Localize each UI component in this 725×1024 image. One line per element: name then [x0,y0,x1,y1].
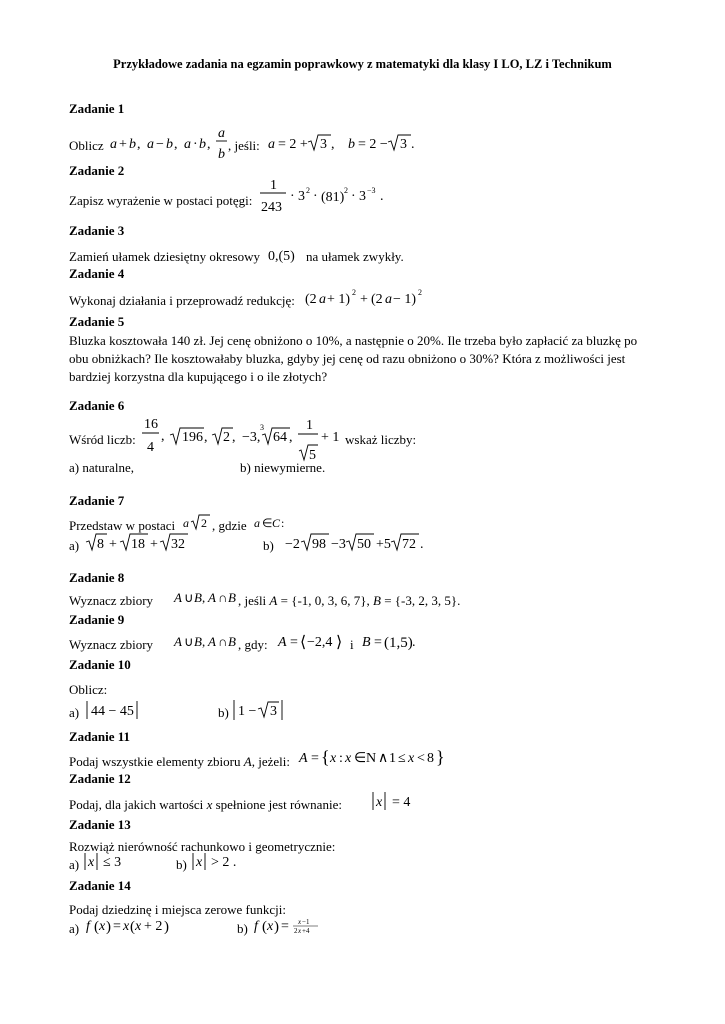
task-6-option-b: b) niewymierne. [240,460,326,475]
svg-text:− 1): − 1) [393,292,417,307]
svg-text:2: 2 [294,927,298,935]
task-12-formula [370,788,430,814]
svg-text:1: 1 [270,178,277,193]
svg-text:,: , [232,430,236,445]
svg-text:x: x [376,795,383,810]
task-14-option-b-label: b) [237,921,248,936]
task-8-set-a: = {-1, 0, 3, 6, 7}, [280,593,370,608]
task-10-option-a-label: a) [69,705,80,720]
svg-text:B: B [362,635,371,650]
task-11-if: , jeżeli: [251,754,290,769]
svg-text:⟩: ⟩ [336,634,343,651]
svg-text:∈: ∈ [354,751,367,766]
task-10-option-a [84,697,144,723]
svg-text:x: x [345,751,352,766]
task-13-heading: Zadanie 13 [69,817,131,832]
svg-text:∧: ∧ [378,751,389,766]
svg-text:∈: ∈ [262,516,273,530]
task-6-text: Wśród liczb: [69,432,136,447]
svg-text:64: 64 [273,430,287,445]
task-6-option-a: a) naturalne, [69,460,134,475]
svg-text:a: a [218,126,225,141]
svg-text:(2: (2 [371,292,383,307]
svg-text:+5: +5 [376,537,391,552]
svg-text:N: N [366,751,377,766]
task-10-option-b [231,697,291,723]
task-12-text [69,797,342,813]
task-10-option-b-label: b) [218,705,229,720]
task-8-set-b: = {-3, 2, 3, 5}. [384,593,461,608]
svg-text:3: 3 [400,137,407,152]
svg-text:2: 2 [344,186,348,195]
task-4-text: Wykonaj działania i przeprowadź redukcję: [69,293,295,308]
svg-text:.: . [420,537,424,552]
task-14-text: Podaj dziedzinę i miejsca zerowe funkcji: [69,902,286,917]
task-11-text [69,754,290,770]
svg-text:−1: −1 [302,918,310,926]
svg-text:A: A [208,590,216,605]
task-14-option-b [252,912,332,938]
svg-text:x: x [298,927,302,935]
svg-text:b: b [199,137,206,152]
svg-text:=: = [290,635,298,650]
task-3-text-end: na ułamek zwykły. [306,249,404,264]
task-14-option-a-label: a) [69,921,80,936]
task-13-text: Rozwiąż nierówność rachunkowo i geometrycznie: [69,839,336,854]
task-5-line-2: obu obniżkach? Ile kosztowałaby bluzka, gdyby jej cenę od razu obniżono o 30%? Która z możliwości jest [69,351,626,366]
svg-text:1: 1 [389,751,396,766]
svg-text:(2: (2 [305,292,317,307]
task-3-number [266,243,306,267]
svg-text:5: 5 [309,448,316,463]
svg-text:,: , [137,137,141,152]
svg-text:≤ 3: ≤ 3 [103,855,122,870]
svg-text:+: + [109,537,117,552]
svg-text:+ 2: + 2 [144,919,163,934]
svg-text:B: B [228,590,236,605]
svg-text:·: · [313,189,318,204]
svg-text:196: 196 [182,430,203,445]
svg-text:C: C [272,516,281,530]
svg-text:A: A [174,590,182,605]
svg-text:a: a [319,292,326,307]
task-8-if: , jeśli [238,593,267,608]
svg-text:{: { [321,747,330,767]
svg-text:+ 1): + 1) [327,292,351,307]
svg-text:x: x [408,751,415,766]
svg-text:2: 2 [223,430,230,445]
svg-text:∩: ∩ [218,634,228,649]
task-9-heading: Zadanie 9 [69,612,125,627]
svg-text:= 4: = 4 [392,795,411,810]
task-8-heading: Zadanie 8 [69,570,125,585]
svg-text:·: · [351,189,356,204]
svg-text:3: 3 [320,137,327,152]
task-8-set-a-symbol: A [269,593,278,608]
task-4-heading: Zadanie 4 [69,266,125,281]
task-6-numbers [142,414,342,464]
task-7-where: , gdzie [212,518,247,533]
svg-text:,: , [207,137,211,152]
task-1-heading: Zadanie 1 [69,101,125,116]
task-10-text: Oblicz: [69,682,108,697]
svg-text:+: + [150,537,158,552]
task-3-heading: Zadanie 3 [69,223,125,238]
svg-text:,: , [289,430,293,445]
svg-text:x: x [135,919,142,934]
svg-text:⟨: ⟨ [300,634,307,651]
svg-text:b: b [218,147,225,162]
svg-text:−3: −3 [331,537,346,552]
svg-text:8: 8 [427,751,434,766]
page-title: Przykładowe zadania na egzamin poprawkowy z matematyki dla klasy I LO, LZ i Technikum [113,57,612,71]
task-5-line-3: bardziej korzystna dla kupującego i o ile złotych? [69,369,328,384]
svg-text:a: a [385,292,392,307]
svg-text:A: A [278,635,287,650]
task-9-set-a [276,628,356,654]
task-6-text-end: wskaż liczby: [345,432,417,447]
svg-text:−3,: −3, [242,430,261,445]
svg-text:b: b [348,137,355,152]
svg-text:−2: −2 [285,537,300,552]
svg-text:50: 50 [357,537,371,552]
svg-text:2: 2 [352,288,356,297]
task-12-variable: x [206,797,213,812]
svg-text:32: 32 [171,537,185,552]
svg-text:+ 1: + 1 [321,430,340,445]
svg-text:,: , [331,137,335,152]
task-5-heading: Zadanie 5 [69,314,125,329]
task-7-heading: Zadanie 7 [69,493,125,508]
svg-text:.: . [411,137,415,152]
task-2-heading: Zadanie 2 [69,163,125,178]
svg-text:16: 16 [144,417,158,432]
task-1-values [268,124,428,164]
svg-text:∪: ∪ [184,590,194,605]
svg-text:x: x [267,919,274,934]
svg-text:3: 3 [359,189,366,204]
svg-text:−2,4: −2,4 [307,635,333,650]
svg-text:a: a [147,137,154,152]
svg-text:.: . [412,635,416,650]
svg-text:x: x [330,751,337,766]
svg-text:=: = [281,919,289,934]
svg-text:): ) [106,919,111,935]
svg-text:44 − 45: 44 − 45 [91,704,134,719]
svg-text:x: x [88,855,95,870]
svg-text:A: A [174,634,182,649]
svg-text:0,(5): 0,(5) [268,249,295,264]
svg-text:1: 1 [306,418,313,433]
svg-text:(: ( [94,919,99,935]
svg-text:,: , [202,590,206,605]
svg-text:≤: ≤ [398,751,406,766]
svg-text:B: B [228,634,236,649]
svg-text:+4: +4 [302,927,310,935]
svg-text:A: A [208,634,216,649]
svg-text:,: , [174,137,178,152]
task-7-option-a-label: a) [69,538,80,553]
svg-text:,: , [202,634,206,649]
svg-text:3: 3 [270,704,277,719]
task-13-option-b [190,850,245,874]
task-8-condition [238,593,460,609]
task-1-label: Oblicz [69,138,104,153]
svg-text:3: 3 [260,423,264,432]
task-11-formula [297,743,467,771]
svg-text:=: = [113,919,121,934]
task-8-text: Wyznacz zbiory [69,593,154,608]
svg-text:=: = [374,635,382,650]
svg-text:(: ( [262,919,267,935]
svg-text:·: · [290,189,295,204]
task-11-heading: Zadanie 11 [69,729,131,744]
svg-text:a: a [110,137,117,152]
task-4-formula [305,284,435,310]
task-7-option-b-label: b) [263,538,274,553]
task-13-option-a-label: a) [69,857,80,872]
svg-text:B: B [194,634,202,649]
svg-text:): ) [164,919,169,935]
svg-text:= 2 −: = 2 − [358,137,388,152]
task-1-condition: , jeśli: [228,138,260,153]
task-9-set-b [360,628,430,654]
svg-text:∪: ∪ [184,634,194,649]
svg-text:72: 72 [402,537,416,552]
task-9-when: , gdy: [238,637,268,652]
svg-text::: : [339,751,343,766]
svg-text:f: f [254,919,258,934]
svg-text:A: A [299,751,308,766]
svg-text:∩: ∩ [218,590,228,605]
task-13-option-a [82,850,132,874]
svg-text:−3: −3 [367,186,376,195]
svg-text:a: a [268,137,275,152]
task-12-label: Podaj, dla jakich wartości [69,797,204,812]
svg-text:4: 4 [147,440,154,455]
svg-text:(81): (81) [321,190,345,205]
task-13-option-b-label: b) [176,857,187,872]
task-14-option-a [84,912,184,938]
task-7-option-a [84,531,194,555]
svg-text:8: 8 [97,537,104,552]
svg-text:1 −: 1 − [238,704,257,719]
task-8-set-b-symbol: B [373,593,381,608]
svg-text:2: 2 [418,288,422,297]
svg-text:243: 243 [261,200,282,215]
svg-text::: : [281,516,285,530]
svg-text:+: + [119,137,127,152]
task-1-text [69,138,104,154]
svg-text:+: + [360,292,368,307]
svg-text:x: x [298,918,302,926]
task-9-text: Wyznacz zbiory [69,637,154,652]
svg-text:.: . [380,189,384,204]
svg-text:(1,5): (1,5) [384,635,413,651]
svg-text:b: b [166,137,173,152]
task-3-text: Zamień ułamek dziesiętny okresowy [69,249,260,264]
svg-text:x: x [196,855,203,870]
svg-text:= 2 +: = 2 + [278,137,308,152]
task-5-line-1: Bluzka kosztowała 140 zł. Jej cenę obniżono o 10%, a następnie o 20%. Ile trzeba było zapłacić za bluzkę po [69,333,638,348]
svg-text:2: 2 [201,516,207,530]
svg-text:a: a [184,137,191,152]
task-2-formula [258,176,398,216]
svg-text:·: · [193,137,198,152]
svg-text:<: < [417,751,425,766]
svg-text:f: f [86,919,90,934]
svg-text:(: ( [130,919,135,935]
task-10-heading: Zadanie 10 [69,657,131,672]
svg-text:a: a [254,516,260,530]
task-6-heading: Zadanie 6 [69,398,125,413]
svg-text:98: 98 [312,537,326,552]
svg-text:): ) [274,919,279,935]
svg-text:=: = [311,751,319,766]
svg-text:b: b [129,137,136,152]
task-9-and: i [350,637,354,652]
svg-text:3: 3 [298,189,305,204]
svg-text:−: − [156,137,164,152]
svg-text:x: x [123,919,130,934]
svg-text:18: 18 [131,537,145,552]
svg-text:a: a [183,516,189,530]
task-2-text: Zapisz wyrażenie w postaci potęgi: [69,193,253,208]
task-11-set-symbol: A [243,754,252,769]
task-5-text [69,332,659,386]
svg-text:,: , [161,429,165,444]
task-12-heading: Zadanie 12 [69,771,131,786]
task-7-text: Przedstaw w postaci [69,518,176,533]
svg-text:2: 2 [306,186,310,195]
task-7-option-b [283,531,433,555]
svg-text:> 2 .: > 2 . [211,855,237,870]
svg-text:B: B [194,590,202,605]
task-14-heading: Zadanie 14 [69,878,131,893]
svg-text:,: , [204,430,208,445]
svg-text:}: } [436,747,445,767]
task-11-label: Podaj wszystkie elementy zbioru [69,754,241,769]
svg-text:x: x [99,919,106,934]
task-12-label-end: spełnione jest równanie: [215,797,342,812]
